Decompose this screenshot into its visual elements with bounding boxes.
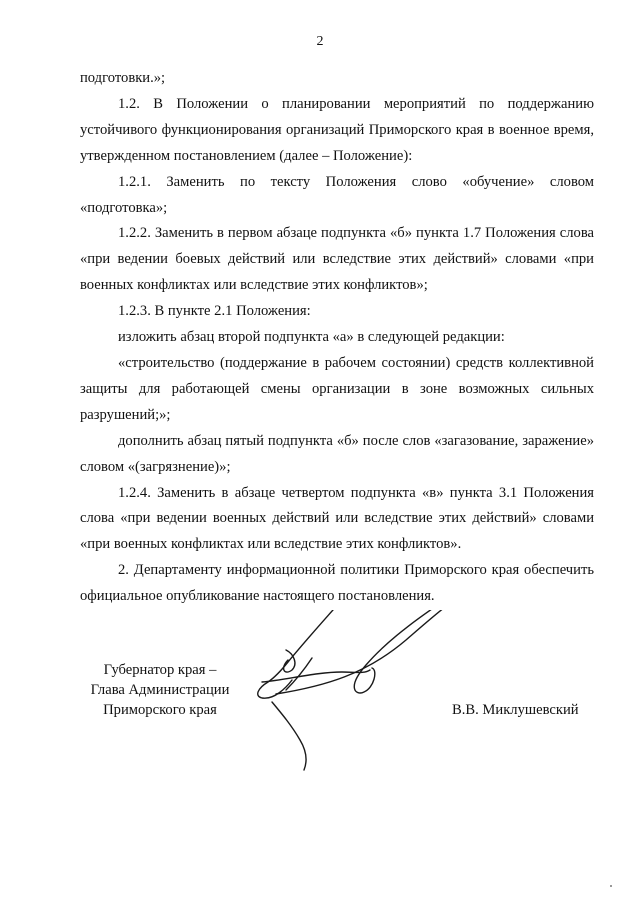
- paragraph-quote-construction: «строительство (поддержание в рабочем состоянии) средств коллективной защиты для работающей смены организации в зоне возможных сильных разрушений;»;: [80, 354, 594, 423]
- paragraph-2: 2. Департаменту информационной политики Приморского края обеспечить официальное опубликование настоящего постановления.: [80, 562, 594, 605]
- paragraph-1-2-1: 1.2.1. Заменить по тексту Положения слово «обучение» словом «подготовка»;: [80, 173, 594, 216]
- paragraph-continuation: подготовки.»;: [80, 70, 166, 86]
- signer-title: [80, 660, 240, 720]
- scan-dot: [610, 885, 612, 887]
- paragraph-amend-b: дополнить абзац пятый подпункта «б» после слов «загазование, заражение» словом «(загрязнение)»;: [80, 432, 594, 475]
- paragraph-1-2: 1.2. В Положении о планировании мероприятий по поддержанию устойчивого функционирования организаций Приморского края в военное время, утвержденном постановлением (далее – Положение):: [80, 95, 594, 164]
- paragraph-1-2-4: 1.2.4. Заменить в абзаце четвертом подпункта «в» пункта 3.1 Положения слова «при ведении военных действий или вследствие этих действий» словами «при военных конфликтах или вследствие этих конфликтов».: [80, 484, 594, 553]
- handwritten-signature: [246, 610, 486, 800]
- paragraph-1-2-2: 1.2.2. Заменить в первом абзаце подпункта «б» пункта 1.7 Положения слова «при ведении боевых действий или вследствие этих действий» словами «при военных конфликтах или вследствие этих конфликтов»;: [80, 225, 594, 294]
- signer-name: В.В. Миклушевский: [452, 702, 579, 718]
- document-body: [80, 66, 594, 610]
- paragraph-1-2-3: 1.2.3. В пункте 2.1 Положения:: [118, 303, 311, 320]
- page-number: 2: [316, 34, 324, 49]
- signer-title-line: Приморского края: [103, 702, 217, 718]
- signature-block: [0, 660, 640, 810]
- signer-title-line: Глава Администрации: [90, 682, 230, 698]
- signer-title-line: Губернатор края –: [103, 662, 217, 678]
- paragraph-amend-a: изложить абзац второй подпункта «а» в следующей редакции:: [118, 329, 505, 346]
